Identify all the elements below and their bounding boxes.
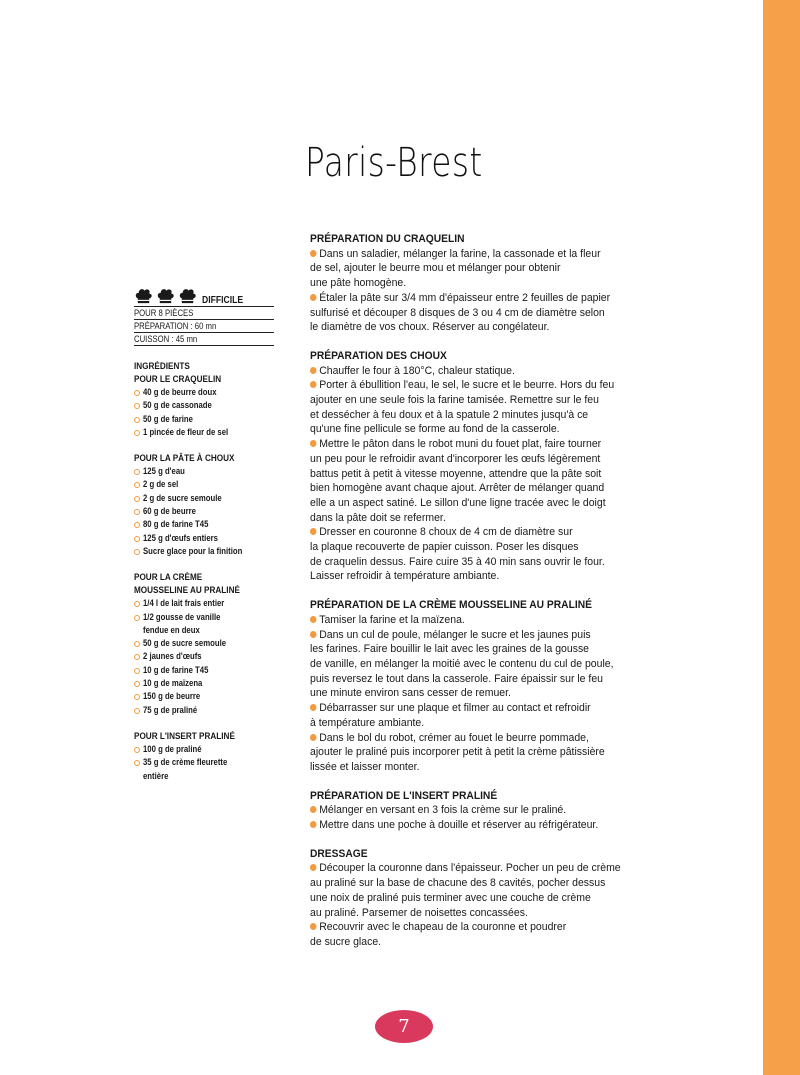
ingredient-item: 2 g de sucre semoule: [134, 492, 274, 505]
step-text-line: une pâte homogène.: [310, 277, 407, 290]
step-text-line: Dresser en couronne 8 choux de 4 cm de diamètre sur: [319, 526, 573, 539]
step-text-line: Laisser refroidir à température ambiante.: [310, 570, 500, 583]
circle-bullet-icon: [134, 390, 140, 396]
section-title: PRÉPARATION DES CHOUX: [310, 349, 447, 362]
step-text-line: Dans un cul de poule, mélanger le sucre et les jaunes puis: [319, 628, 591, 641]
instruction-step: [310, 731, 665, 775]
step-text-line: lissée et laisser monter.: [310, 760, 420, 773]
recipe-instructions: [310, 232, 665, 964]
instruction-step: [310, 525, 665, 584]
instruction-step: [310, 818, 665, 833]
instruction-step: [310, 364, 665, 379]
step-text-line: qu'une fine pellicule se forme au fond de la casserole.: [310, 423, 560, 436]
circle-bullet-icon: [134, 549, 140, 555]
step-text-line: une minute environ sans cesser de remuer.: [310, 687, 511, 700]
circle-bullet-icon: [134, 654, 140, 660]
step-text-line: Recouvrir avec le chapeau de la couronne et poudrer: [319, 921, 567, 934]
ingredient-group-title: POUR LA PÂTE À CHOUX: [134, 453, 235, 465]
instruction-section: [310, 232, 665, 335]
step-text-line: Dans un saladier, mélanger la farine, la cassonade et la fleur: [319, 247, 601, 260]
instruction-step: [310, 291, 665, 335]
orange-side-band: [763, 0, 800, 1075]
orange-bullet-icon: [310, 734, 316, 741]
circle-bullet-icon: [134, 536, 140, 542]
instruction-section: [310, 349, 665, 584]
step-text-line: une noix de praliné puis terminer avec une couche de crème: [310, 891, 591, 904]
orange-bullet-icon: [310, 923, 316, 930]
step-text-line: Chauffer le four à 180°C, chaleur statique.: [319, 364, 515, 377]
step-text-line: elle a un aspect satiné. Le sillon d'une ligne tracée avec le doigt: [310, 496, 606, 509]
step-text-line: de vanille, en mélanger la moitié avec le contenu du cul de poule,: [310, 657, 614, 670]
ingredient-item: 50 g de cassonade: [134, 399, 274, 412]
circle-bullet-icon: [134, 522, 140, 528]
step-text-line: battus petit à petit à vitesse moyenne, attendre que la pâte soit: [310, 467, 602, 480]
ingredient-item: 35 g de crème fleurette entière: [134, 756, 274, 783]
circle-bullet-icon: [134, 509, 140, 515]
section-title: PRÉPARATION DE LA CRÈME MOUSSELINE AU PRALINÉ: [310, 599, 592, 612]
step-text-line: Mettre le pâton dans le robot muni du fouet plat, faire tourner: [319, 438, 602, 451]
ingredient-item: 10 g de maïzena: [134, 677, 274, 690]
step-text-line: Porter à ébullition l'eau, le sel, le sucre et le beurre. Hors du feu: [319, 379, 615, 392]
step-text-line: Dans le bol du robot, crémer au fouet le beurre pommade,: [319, 731, 589, 744]
step-text-line: de sel, ajouter le beurre mou et mélanger pour obtenir: [310, 262, 561, 275]
ingredient-item: 50 g de farine: [134, 413, 274, 426]
orange-bullet-icon: [310, 381, 316, 388]
step-text-line: ajouter en une seule fois la farine tamisée. Remettre sur le feu: [310, 394, 599, 407]
instruction-step: [310, 613, 665, 628]
preparation-time: PRÉPARATION : 60 mn: [134, 319, 274, 332]
step-text-line: Tamiser la farine et la maïzena.: [319, 613, 465, 626]
instruction-step: [310, 920, 665, 949]
instruction-step: [310, 247, 665, 291]
ingredient-item: 40 g de beurre doux: [134, 386, 274, 399]
ingredient-item: 60 g de beurre: [134, 505, 274, 518]
instruction-section: [310, 598, 665, 774]
circle-bullet-icon: [134, 747, 140, 753]
orange-bullet-icon: [310, 864, 316, 871]
step-text-line: Mélanger en versant en 3 fois la crème sur le praliné.: [319, 804, 567, 817]
ingredient-group: [134, 452, 274, 558]
ingredient-item: 50 g de sucre semoule: [134, 637, 274, 650]
step-text-line: la plaque recouverte de papier cuisson. Poser les disques: [310, 541, 579, 554]
chef-hat-icon: [156, 287, 175, 306]
orange-bullet-icon: [310, 821, 316, 828]
instruction-step: [310, 803, 665, 818]
step-text-line: de craquelin dessus. Faire cuire 35 à 40 min sans ouvrir le four.: [310, 555, 605, 568]
ingredient-group: [134, 373, 274, 439]
ingredient-item: 2 g de sel: [134, 478, 274, 491]
ingredient-item: 150 g de beurre: [134, 690, 274, 703]
circle-bullet-icon: [134, 641, 140, 647]
circle-bullet-icon: [134, 417, 140, 423]
ingredient-group-title: POUR L'INSERT PRALINÉ: [134, 730, 235, 742]
step-text-line: au praliné sur la base de chacune des 8 cavités, pocher dessus: [310, 877, 606, 890]
ingredient-item: 125 g d'œufs entiers: [134, 532, 274, 545]
orange-bullet-icon: [310, 294, 316, 301]
step-text-line: le diamètre de vos choux. Réserver au congélateur.: [310, 321, 550, 334]
recipe-title: Paris-Brest: [305, 140, 483, 186]
ingredient-item: 1/2 gousse de vanille fendue en deux: [134, 611, 274, 638]
circle-bullet-icon: [134, 694, 140, 700]
instruction-step: [310, 861, 665, 920]
step-text-line: sulfurisé et découper 8 disques de 3 ou 4 cm de diamètre selon: [310, 306, 605, 319]
recipe-sidebar: [134, 284, 274, 783]
step-text-line: un peu pour le refroidir avant d'incorporer les œufs légèrement: [310, 452, 601, 465]
step-text-line: de sucre glace.: [310, 935, 382, 948]
ingredients-heading: INGRÉDIENTS: [134, 361, 190, 372]
step-text-line: bien homogène avant chaque ajout. Arrêter de mélanger quand: [310, 482, 605, 495]
ingredient-group: [134, 571, 274, 717]
circle-bullet-icon: [134, 601, 140, 607]
orange-bullet-icon: [310, 440, 316, 447]
difficulty-row: [134, 284, 274, 306]
orange-bullet-icon: [310, 367, 316, 374]
step-text-line: et dessécher à feu doux et à la spatule 2 minutes jusqu'à ce: [310, 408, 589, 421]
circle-bullet-icon: [134, 430, 140, 436]
ingredient-group-title: POUR LE CRAQUELIN: [134, 374, 222, 385]
instruction-section: [310, 789, 665, 833]
chef-hat-icon: [178, 287, 197, 306]
instruction-step: [310, 378, 665, 437]
step-text-line: dans la pâte doit se refermer.: [310, 511, 446, 524]
orange-bullet-icon: [310, 806, 316, 813]
orange-bullet-icon: [310, 616, 316, 623]
instruction-section: [310, 847, 665, 950]
step-text-line: au praliné. Parsemer de noisettes concassées.: [310, 906, 528, 919]
section-title: PRÉPARATION DU CRAQUELIN: [310, 233, 465, 245]
step-text-line: puis reversez le tout dans la casserole. Faire épaissir sur le feu: [310, 672, 603, 685]
ingredient-group-title: MOUSSELINE AU PRALINÉ: [134, 585, 240, 597]
orange-bullet-icon: [310, 250, 316, 257]
instruction-step: [310, 437, 665, 525]
difficulty-label: DIFFICILE: [202, 295, 244, 306]
ingredient-item: Sucre glace pour la finition: [134, 545, 274, 558]
circle-bullet-icon: [134, 496, 140, 502]
chef-hat-icon: [134, 287, 153, 306]
page-number: 7: [375, 1010, 433, 1043]
step-text-line: Découper la couronne dans l'épaisseur. Pocher un peu de crème: [319, 862, 621, 875]
ingredient-item: 1 pincée de fleur de sel: [134, 426, 274, 439]
ingredient-item: 1/4 l de lait frais entier: [134, 597, 274, 610]
step-text-line: à température ambiante.: [310, 716, 425, 729]
ingredient-item: 100 g de praliné: [134, 743, 274, 756]
step-text-line: les farines. Faire bouillir le lait avec les graines de la gousse: [310, 643, 590, 656]
ingredient-item: 125 g d'eau: [134, 465, 274, 478]
cooking-time: CUISSON : 45 mn: [134, 332, 274, 346]
circle-bullet-icon: [134, 668, 140, 674]
orange-bullet-icon: [310, 528, 316, 535]
orange-bullet-icon: [310, 631, 316, 638]
step-text-line: Débarrasser sur une plaque et filmer au contact et refroidir: [319, 702, 591, 715]
instruction-step: [310, 701, 665, 730]
circle-bullet-icon: [134, 615, 140, 621]
ingredient-item: 80 g de farine T45: [134, 518, 274, 531]
ingredient-item: 75 g de praliné: [134, 704, 274, 717]
step-text-line: ajouter le praliné puis incorporer petit à petit la crème pâtissière: [310, 746, 605, 759]
section-title: PRÉPARATION DE L'INSERT PRALINÉ: [310, 789, 498, 802]
circle-bullet-icon: [134, 708, 140, 714]
step-text-line: Mettre dans une poche à douille et réserver au réfrigérateur.: [319, 819, 599, 832]
circle-bullet-icon: [134, 469, 140, 475]
section-title: DRESSAGE: [310, 847, 368, 860]
circle-bullet-icon: [134, 760, 140, 766]
step-text-line: Étaler la pâte sur 3/4 mm d'épaisseur entre 2 feuilles de papier: [319, 291, 611, 304]
ingredient-groups: [134, 373, 274, 783]
ingredient-group: [134, 730, 274, 783]
ingredient-group-title: POUR LA CRÈME: [134, 572, 203, 584]
instruction-step: [310, 628, 665, 702]
circle-bullet-icon: [134, 681, 140, 687]
servings: POUR 8 PIÈCES: [134, 306, 274, 319]
orange-bullet-icon: [310, 704, 316, 711]
circle-bullet-icon: [134, 482, 140, 488]
ingredient-item: 10 g de farine T45: [134, 664, 274, 677]
circle-bullet-icon: [134, 403, 140, 409]
ingredient-item: 2 jaunes d'œufs: [134, 650, 274, 663]
